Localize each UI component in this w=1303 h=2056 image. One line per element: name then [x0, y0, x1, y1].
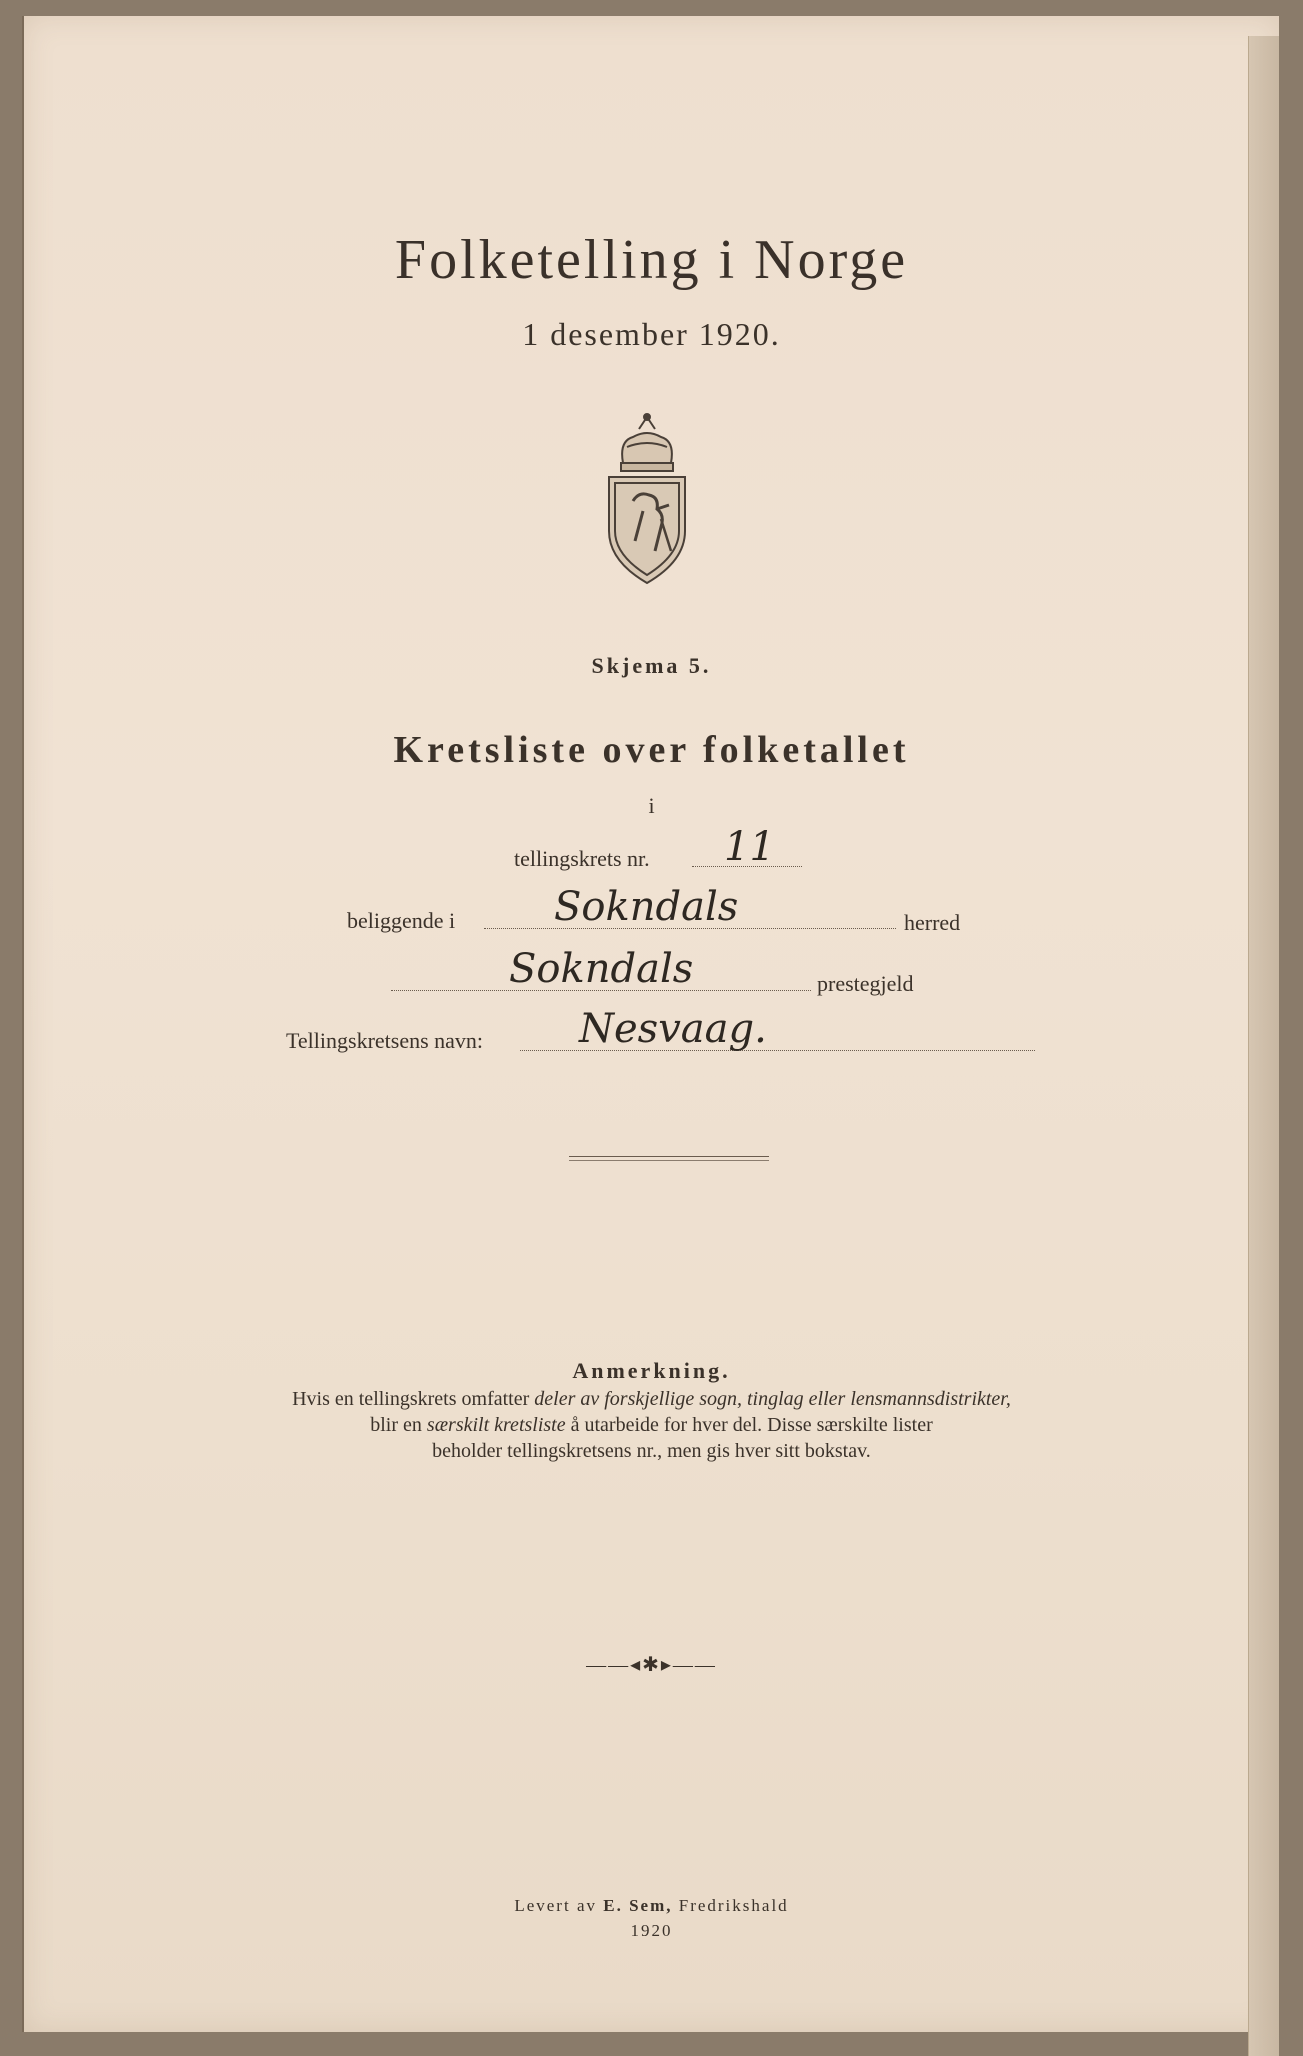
- prestegjeld-value[interactable]: Sokndals: [509, 946, 694, 992]
- note-line-2-c: å utarbeide for hver del. Disse særskilte lister: [565, 1414, 933, 1436]
- census-form-page: [22, 16, 1279, 2032]
- schema-number: Skjema 5.: [591, 653, 712, 678]
- herred-value[interactable]: Sokndals: [554, 884, 739, 930]
- preposition: i: [648, 793, 655, 818]
- printer-name: E. Sem,: [603, 1896, 673, 1915]
- prestegjeld-label: prestegjeld: [817, 971, 914, 996]
- printer-line: [24, 1893, 1279, 1918]
- printer-credit: [24, 1893, 1279, 1943]
- note-line-3: beholder tellingskretsens nr., men gis hver sitt bokstav.: [432, 1440, 871, 1462]
- note-line-1-a: Hvis en tellingskrets omfatter: [292, 1388, 535, 1410]
- beliggende-label: beliggende i: [347, 908, 456, 933]
- coat-of-arms-icon: [599, 411, 695, 586]
- document-title: Folketelling i Norge: [394, 229, 909, 291]
- ornament-divider: ——◂✱▸——: [586, 1654, 717, 1676]
- navn-label: Tellingskretsens navn:: [286, 1028, 484, 1053]
- divider-rule-thin: [569, 1160, 769, 1161]
- census-date: 1 desember 1920.: [522, 316, 781, 352]
- printer-year: 1920: [630, 1921, 673, 1940]
- note-line-2: [24, 1412, 1279, 1438]
- divider-rule: [569, 1156, 769, 1157]
- krets-label: tellingskrets nr.: [514, 846, 650, 871]
- note-text: [24, 1386, 1279, 1464]
- printer-prefix: Levert av: [514, 1896, 604, 1915]
- note-title: Anmerkning.: [572, 1358, 731, 1383]
- herred-label: herred: [904, 910, 961, 935]
- krets-value[interactable]: 11: [724, 824, 775, 870]
- note-line-1: [24, 1386, 1279, 1412]
- navn-value[interactable]: Nesvaag.: [579, 1006, 767, 1052]
- note-line-1-b: deler av forskjellige sogn, tinglag eller lensmannsdistrikter,: [534, 1388, 1011, 1410]
- note-line-2-b: særskilt kretsliste: [426, 1414, 566, 1436]
- printer-place: Fredrikshald: [672, 1896, 789, 1915]
- form-heading: Kretsliste over folketallet: [393, 729, 910, 771]
- note-line-2-a: blir en: [370, 1414, 427, 1436]
